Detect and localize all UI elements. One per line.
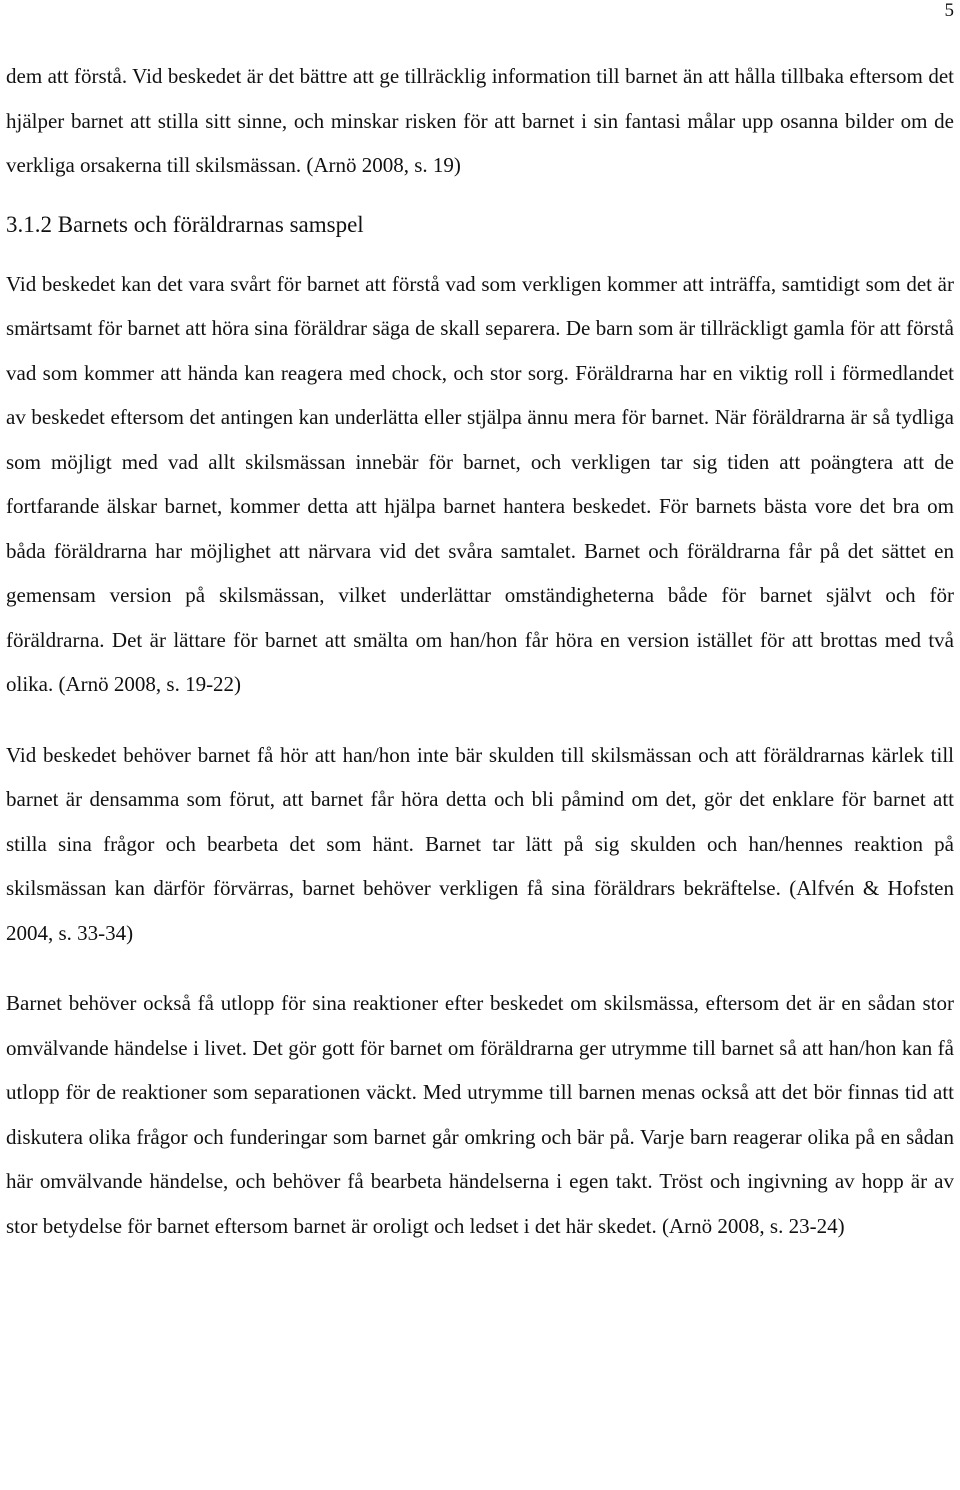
section-heading: 3.1.2 Barnets och föräldrarnas samspel <box>6 211 364 237</box>
page-number: 5 <box>944 0 954 21</box>
paragraph-samspel-3: Barnet behöver också få utlopp för sina reaktioner efter beskedet om skilsmässa, eftersom det är en sådan stor omvälvande händelse i livet. Det gör gott för barnet om föräldrarna ger utrymme till barnet så att han/hon kan få utlopp för de reaktioner som separationen väckt. Med utrymme till barnen menas också att det bör finnas tid att diskutera olika frågor och funderingar som barnet går omkring och bär på. Varje barn reagerar olika på en sådan här omvälvande händelse, och behöver få bearbeta händelserna i egen takt. Tröst och ingivning av hopp är av stor betydelse för barnet eftersom barnet är oroligt och ledset i det här skedet. (Arnö 2008, s. 23-24) <box>6 991 954 1238</box>
paragraph-gap <box>6 955 954 981</box>
paragraph-continued: dem att förstå. Vid beskedet är det bättre att ge tillräcklig information till barnet än att hålla tillbaka eftersom det hjälper barnet att stilla sitt sinne, och minskar risken för att barnet i sin fantasi målar upp osanna bilder om de verkliga orsakerna till skilsmässan. (Arnö 2008, s. 19) <box>6 64 954 177</box>
paragraph-samspel-1: Vid beskedet kan det vara svårt för barnet att förstå vad som verkligen kommer att inträffa, samtidigt som det är smärtsamt för barnet att höra sina föräldrar säga de skall separera. De barn som är tillräckligt gamla för att förstå vad som kommer att hända kan reagera med chock, och stor sorg. Föräldrarna har en viktig roll i förmedlandet av beskedet eftersom det antingen kan underlätta eller stjälpa ännu mera för barnet. När föräldrarna är så tydliga som möjligt med vad allt skilsmässan innebär för barnet, och verkligen tar sig tiden att poängtera att de fortfarande älskar barnet, kommer detta att hjälpa barnet hantera beskedet. För barnets bästa vore det bra om båda föräldrarna har möjlighet att närvara vid det svåra samtalet. Barnet och föräldrarna får på det sättet en gemensam version på skilsmässan, vilket underlättar omständigheterna både för barnet självt och för föräldrarna. Det är lättare för barnet att smälta om han/hon får höra en version istället för att brottas med två olika. (Arnö 2008, s. 19-22) <box>6 271 954 696</box>
paragraph-gap <box>6 707 954 733</box>
paragraph-samspel-2: Vid beskedet behöver barnet få hör att han/hon inte bär skulden till skilsmässan och att föräldrarnas kärlek till barnet är densamma som förut, att barnet får höra detta och bli påmind om det, gör det enklare för barnet att stilla sina frågor och bearbeta det som hänt. Barnet tar lätt på sig skulden och han/hennes reaktion på skilsmässan kan därför förvärras, barnet behöver verkligen få sina föräldrars bekräftelse. (Alfvén & Hofsten 2004, s. 33-34) <box>6 742 954 945</box>
document-body <box>6 54 954 1248</box>
